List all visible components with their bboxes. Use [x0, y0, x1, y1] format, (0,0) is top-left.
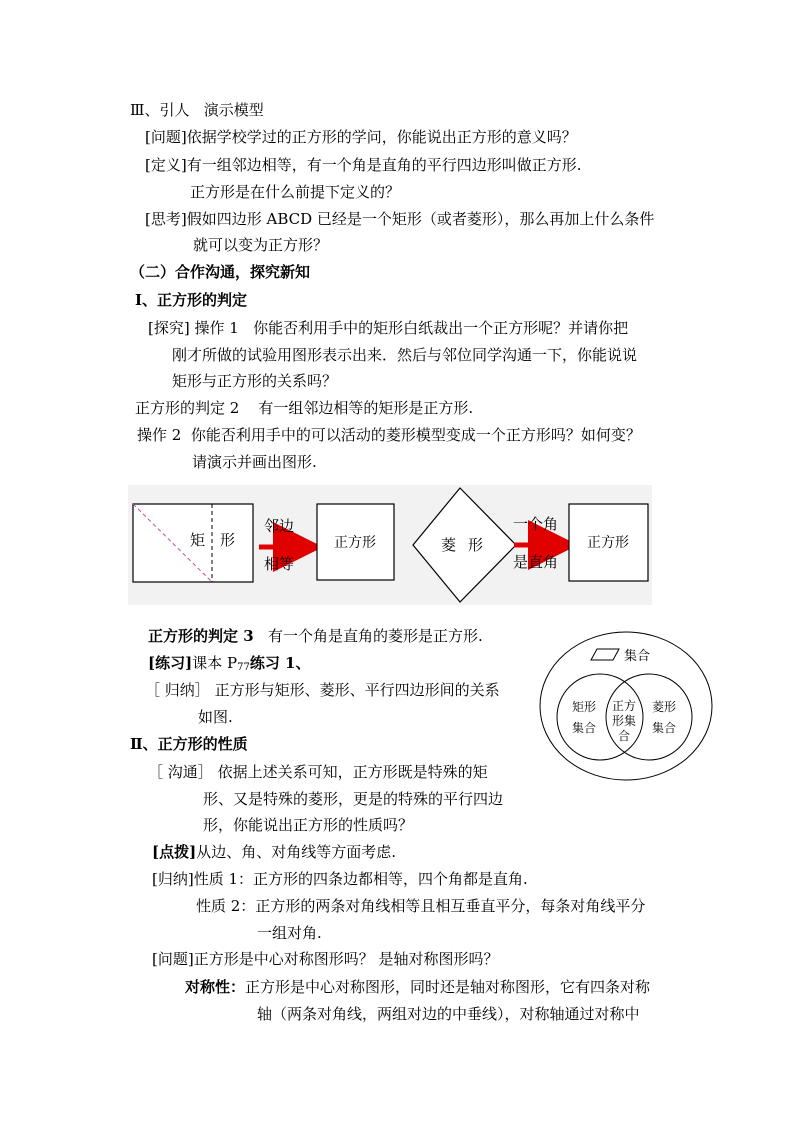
- definition-line: [定义]有一组邻边相等，有一个角是直角的平行四边形叫做正方形.: [145, 156, 582, 174]
- explore-line-3: 矩形与正方形的关系吗？: [172, 372, 338, 390]
- think-line-2: 就可以变为正方形？: [193, 236, 329, 254]
- sq-set-label-1: 正方: [611, 699, 637, 713]
- square-1-label: 正方形: [334, 535, 376, 551]
- summary-line: ［ 归纳］ 正方形与矩形、菱形、平行四边形间的关系: [145, 681, 500, 699]
- symmetry-line: 对称性：正方形是中心对称图形，同时还是轴对称图形，它有四条对称: [185, 978, 651, 996]
- sq-set-label-2: 形集: [611, 714, 637, 728]
- operation-2-line-2: 请演示并画出图形.: [192, 453, 317, 471]
- operation-2-line: 操作 2 你能否利用手中的可以活动的菱形模型变成一个正方形吗？如何变？: [137, 426, 641, 444]
- summary-line-2: 如图.: [198, 708, 233, 726]
- symmetry-line-2: 轴（两条对角线，两组对边的中垂线），对称轴通过对称中: [257, 1005, 640, 1023]
- rhom-set-label-1: 菱形: [652, 700, 677, 714]
- property-2-line-2: 一组对角.: [257, 924, 322, 942]
- rect-label-1: 矩: [190, 531, 206, 549]
- rect-set-label-2: 集合: [572, 721, 597, 735]
- practice-line: [练习]课本 $P_{77}$练习 1、: [148, 654, 311, 673]
- explore-line: [探究] 操作 1 你能否利用手中的矩形白纸裁出一个正方形呢？并请你把: [148, 319, 629, 337]
- outer-set-label: 集合: [624, 649, 651, 664]
- communicate-line-2: 形、又是特殊的菱形，更是的特殊的平行四边: [203, 790, 504, 808]
- rhombus-label-2: 形: [468, 536, 484, 554]
- communicate-line-3: 形，你能说出正方形的性质吗？: [203, 816, 414, 834]
- sq-set-label-3: 合: [617, 729, 631, 743]
- property-2-line: 性质 2：正方形的两条对角线相等且相互垂直平分，每条对角线平分: [196, 897, 646, 915]
- explore-line-2: 刚才所做的试验用图形表示出来．然后与邻位同学沟通一下，你能说说: [172, 346, 638, 364]
- section-heading-props: Ⅱ、正方形的性质: [130, 735, 248, 753]
- judge-2-line: 正方形的判定 2 有一组邻边相等的矩形是正方形.: [135, 399, 474, 417]
- arrow-2-bottom: 是直角: [513, 553, 559, 571]
- rhombus-shape: [413, 488, 516, 602]
- section-heading: Ⅲ、引人 演示模型: [130, 101, 264, 119]
- communicate-line: ［ 沟通］ 依据上述关系可知，正方形既是特殊的矩: [148, 763, 488, 781]
- rect-label-2: 形: [220, 531, 236, 549]
- venn-diagram: [538, 630, 714, 782]
- tip-line: [点拨]从边、角、对角线等方面考虑.: [152, 843, 396, 861]
- square-2-label: 正方形: [587, 535, 629, 551]
- transform-figure: [128, 485, 652, 605]
- arrow-2-top: 一个角: [513, 515, 559, 533]
- question-2-line: [问题]正方形是中心对称图形吗？ 是轴对称图形吗？: [152, 950, 499, 968]
- question-line: [问题]依据学校学过的正方形的学问，你能说出正方形的意义吗？: [145, 128, 577, 146]
- rhom-set-label-2: 集合: [652, 721, 677, 735]
- definition-question: 正方形是在什么前提下定义的？: [190, 183, 401, 201]
- rect-set-label-1: 矩形: [572, 700, 597, 714]
- rhombus-label-1: 菱: [441, 536, 457, 554]
- think-line: [思考]假如四边形 ABCD 已经是一个矩形（或者菱形），那么再加上什么条件: [145, 210, 655, 228]
- part-heading: （二）合作沟通，探究新知: [130, 263, 311, 281]
- arrow-1-bottom: 相等: [264, 555, 295, 573]
- judge-3-line: 正方形的判定 3 有一个角是直角的菱形是正方形.: [148, 627, 483, 645]
- arrow-1-top: 邻边: [264, 517, 295, 535]
- section-heading-judge: Ⅰ、正方形的判定: [135, 291, 248, 309]
- property-1-line: [归纳]性质 1：正方形的四条边都相等，四个角都是直角.: [152, 870, 528, 888]
